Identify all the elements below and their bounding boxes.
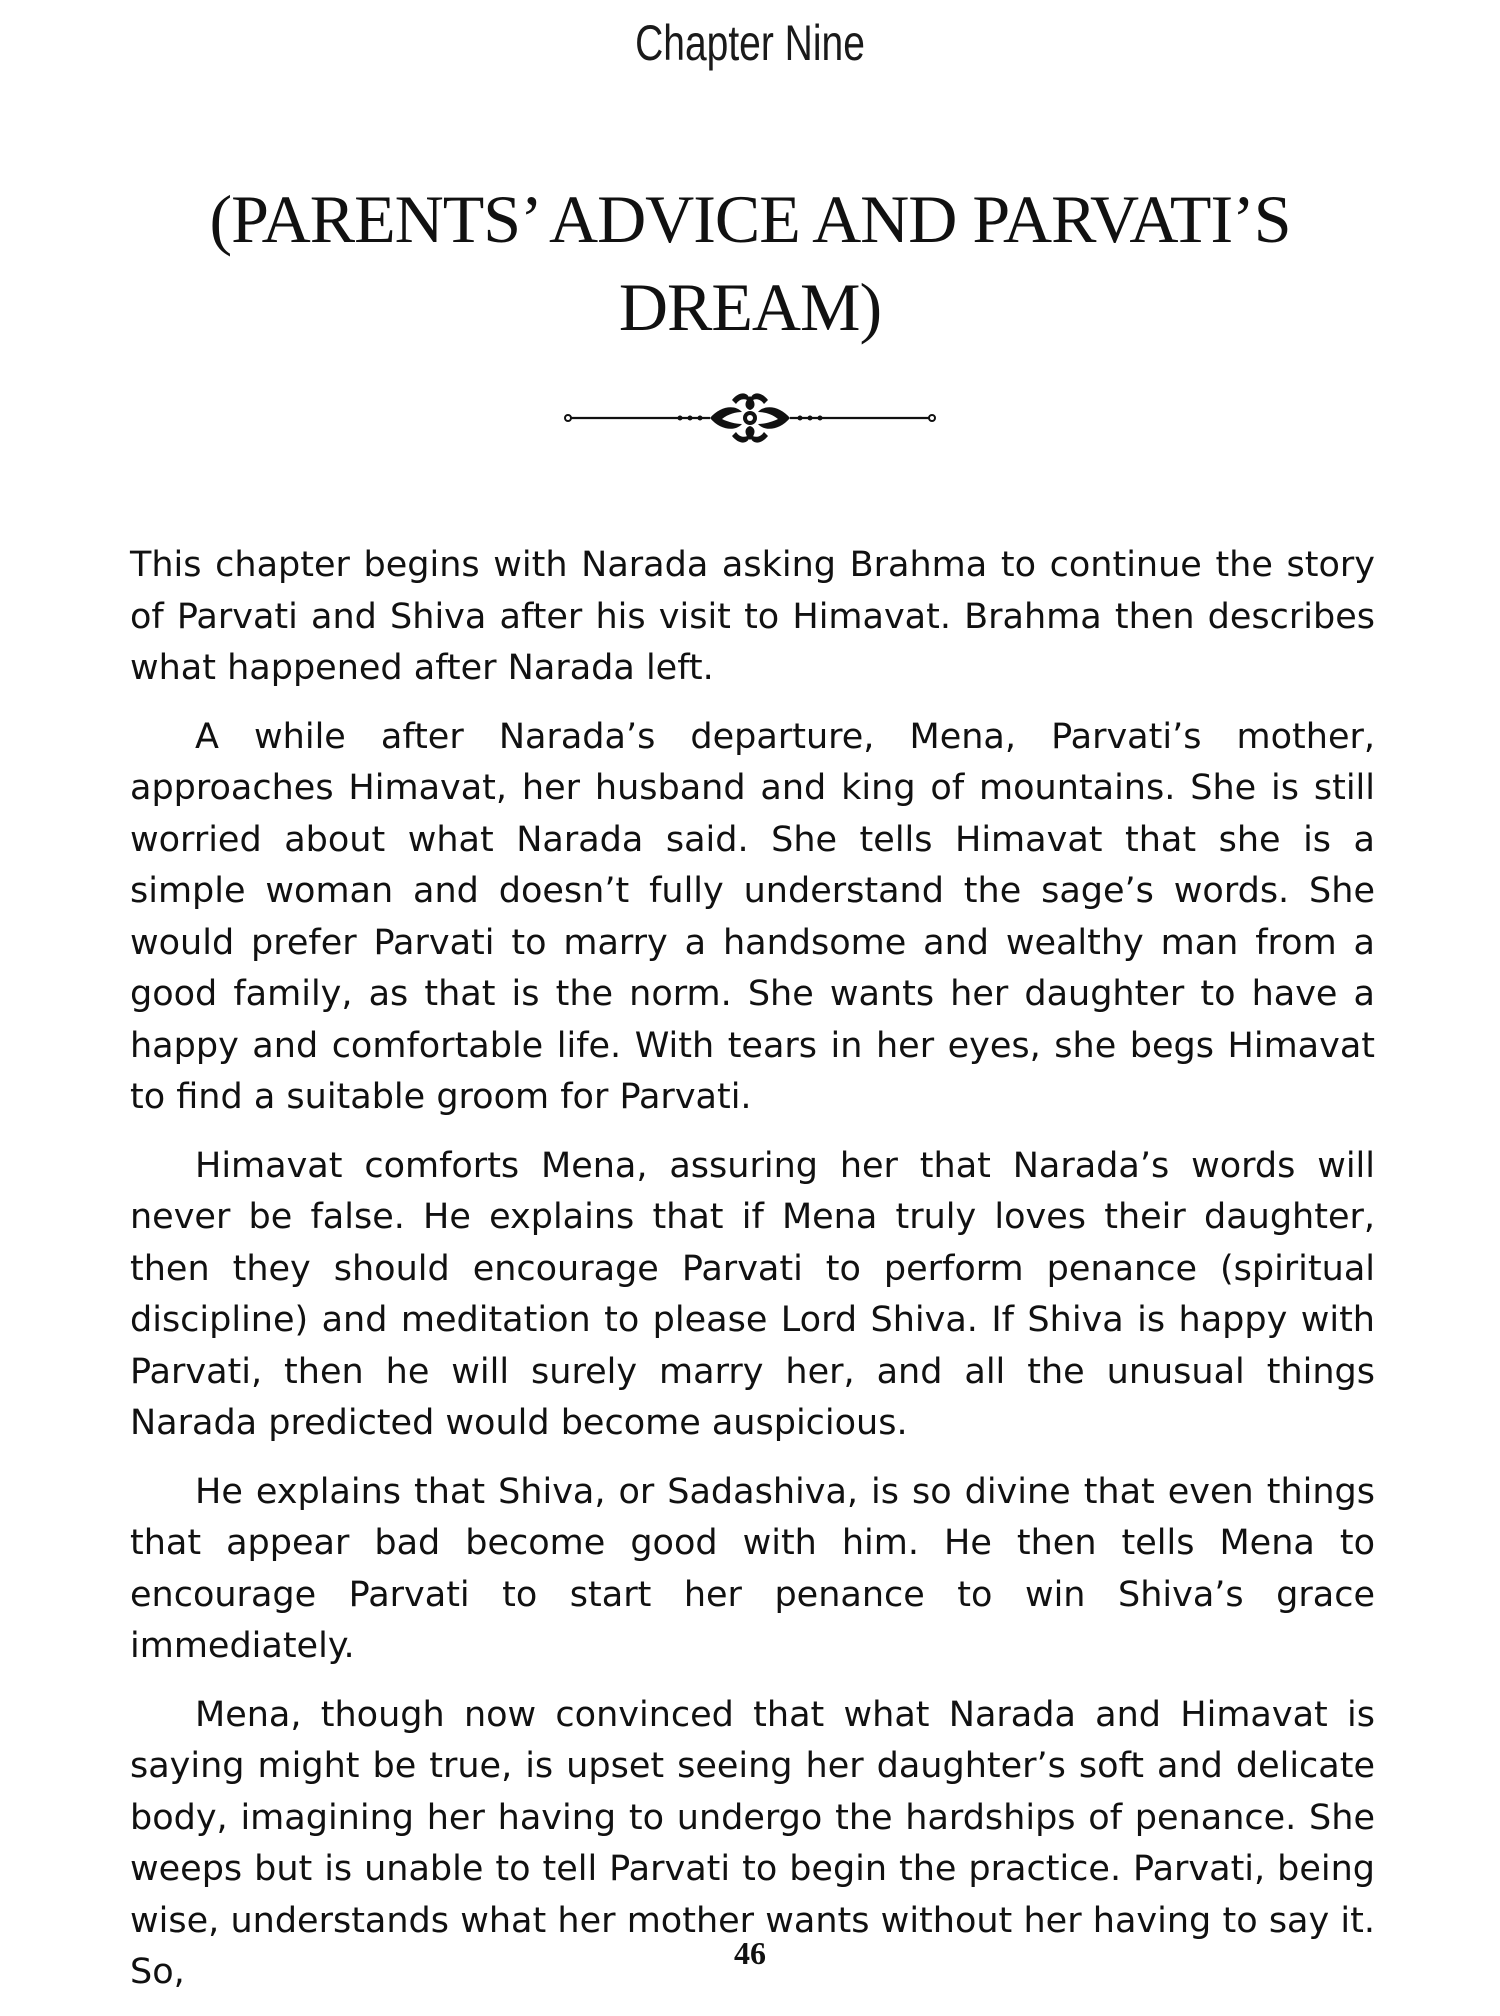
floral-divider-icon — [560, 388, 940, 448]
paragraph: A while after Narada’s departure, Mena, Parvati’s mother, approaches Himavat, her husband and king of mountains. She is still worried about what Narada said. She tells Himavat that she is a simple woman and doesn’t fully understand the sage’s words. She would prefer Parvati to marry a handsome and wealthy man from a good family, as that is the norm. She wants her daughter to have a happy and comfortable life. With tears in her eyes, she begs Himavat to find a suitable groom for Parvati. — [130, 716, 1375, 1117]
chapter-body — [130, 540, 1375, 2016]
paragraph-intro: This chapter begins with Narada asking Brahma to continue the story of Parvati and Shiva after his visit to Himavat. Brahma then describes what happened after Narada left. — [130, 545, 1375, 688]
page-number: 46 — [734, 1935, 766, 1971]
chapter-title: (PARENTS’ ADVICE AND PARVATI’S DREAM) — [209, 181, 1291, 345]
paragraph: Himavat comforts Mena, assuring her that Narada’s words will never be false. He explains that if Mena truly loves their daughter, then they should encourage Parvati to perform penance (spiritual discipline) and meditation to please Lord Shiva. If Shiva is happy with Parvati, then he will surely marry her, and all the unusual things Narada predicted would become auspicious. — [130, 1145, 1375, 1443]
chapter-label: Chapter Nine — [635, 15, 865, 71]
paragraph: He explains that Shiva, or Sadashiva, is so divine that even things that appear bad become good with him. He then tells Mena to encourage Parvati to start her penance to win Shiva’s grace immediately. — [130, 1471, 1375, 1666]
paragraph: Mena, though now convinced that what Narada and Himavat is saying might be true, is upset seeing her daughter’s soft and delicate body, imagining her having to undergo the hardships of penance. She weeps but is unable to tell Parvati to begin the practice. Parvati, being wise, understands what her mother wants without her having to say it. So, — [130, 1694, 1375, 1992]
